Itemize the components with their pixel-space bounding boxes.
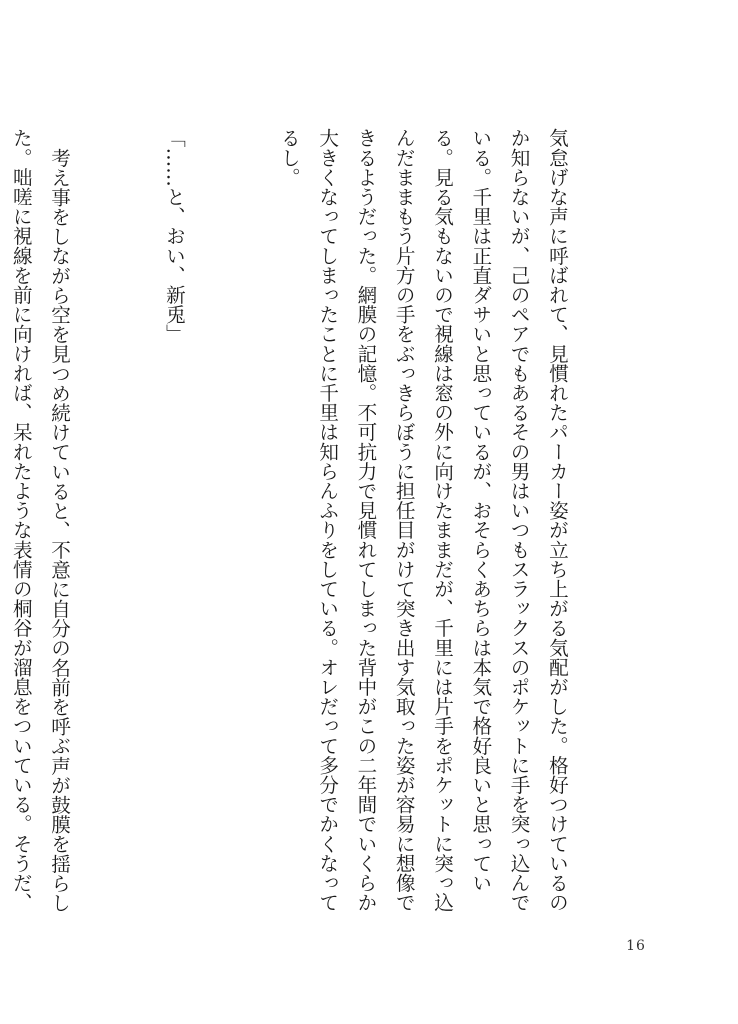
paragraph-narration-1: 気怠げな声に呼ばれて、見慣れたパーカー姿が立ち上がる気配がした。格好つけているのか知らないが、己のペアでもあるその男はいつもスラックスのポケットに手を突っ込んでいる。千里は正直ダサいと思っているが、おそらくあちらは本気で格好良いと思っている。見る気もないので視線は窓の外に向けたままだが、千里には片手をポケットに突っ込んだままもう片方の手をぶっきらぼうに担任目がけて突き出す気取った姿が容易に想像できるようだった。網膜の記憶。不可抗力で見慣れてしまった背中がこの二年間でいくらか大きくなってしまったことに千里は知らんふりをしている。オレだって多分でかくなってるし。 [277, 128, 569, 912]
paragraph-narration-2: 考え事をしながら空を見つめ続けていると、不意に自分の名前を呼ぶ声が鼓膜を揺らした。咄嗟に視線を前に向ければ、呆れたような表情の桐谷が溜息をついている。そうだ、 [9, 128, 71, 912]
vertical-text-body [0, 128, 652, 918]
paragraph-dialogue-1: 「……と、おい、新兎」 [162, 128, 186, 344]
page-number: 16 [626, 938, 646, 954]
